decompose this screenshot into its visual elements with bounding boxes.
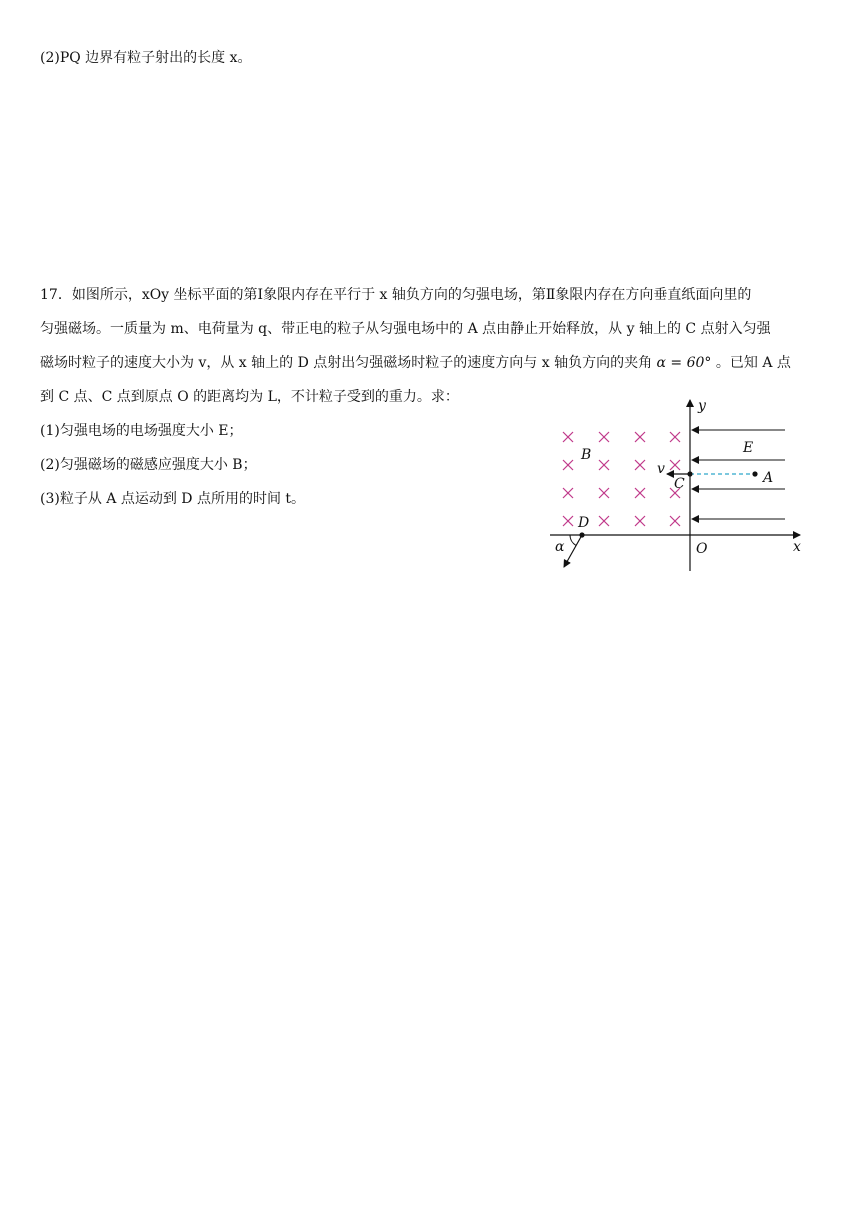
field-cross [635, 488, 645, 498]
point-c-label: C [674, 476, 685, 492]
point-a-dot [752, 471, 757, 476]
field-cross [599, 460, 609, 470]
field-cross [670, 460, 680, 470]
field-cross [635, 460, 645, 470]
field-cross [563, 488, 573, 498]
magnetic-field-label: B [581, 447, 592, 463]
field-cross [599, 432, 609, 442]
point-c-dot [687, 471, 692, 476]
question-17-line-1: 17．如图所示，xOy 坐标平面的第Ⅰ象限内存在平行于 x 轴负方向的匀强电场，第Ⅱ象限内存在方向垂直纸面向里的 [40, 287, 752, 303]
angle-formula: α = 60° [656, 355, 712, 371]
x-axis-label: x [793, 539, 801, 555]
point-a-label: A [763, 470, 774, 486]
physics-diagram [545, 395, 815, 575]
field-cross [563, 516, 573, 526]
question-17-line-3-text: 磁场时粒子的速度大小为 v，从 x 轴上的 D 点射出匀强磁场时粒子的速度方向与 x 轴负方向的夹角 [40, 355, 653, 371]
question-17-line-3 [40, 353, 820, 373]
question-17-part-2: (2)匀强磁场的磁感应强度大小 B； [40, 457, 257, 473]
field-cross [599, 516, 609, 526]
y-axis-label: y [698, 398, 706, 414]
origin-label: O [696, 541, 708, 557]
angle-arc [570, 535, 576, 545]
field-cross [563, 460, 573, 470]
question-17-line-3-end: 。已知 A 点 [715, 355, 791, 371]
field-cross [599, 488, 609, 498]
exit-velocity-arrow [564, 535, 582, 567]
prev-question-part-2: (2)PQ 边界有粒子射出的长度 x。 [40, 50, 252, 66]
question-17-line-2: 匀强磁场。一质量为 m、电荷量为 q、带正电的粒子从匀强电场中的 A 点由静止开始释放，从 y 轴上的 C 点射入匀强 [40, 321, 771, 337]
field-cross [670, 432, 680, 442]
electric-field-label: E [743, 440, 754, 456]
field-cross [635, 516, 645, 526]
question-17-line-4: 到 C 点、C 点到原点 O 的距离均为 L，不计粒子受到的重力。求： [40, 389, 459, 405]
velocity-label: v [657, 461, 665, 477]
field-cross [563, 432, 573, 442]
question-17-part-3: (3)粒子从 A 点运动到 D 点所用的时间 t。 [40, 491, 306, 507]
point-d-label: D [578, 515, 590, 531]
question-17-part-1: (1)匀强电场的电场强度大小 E； [40, 423, 243, 439]
field-cross [670, 516, 680, 526]
angle-label: α [555, 539, 565, 555]
field-cross [635, 432, 645, 442]
